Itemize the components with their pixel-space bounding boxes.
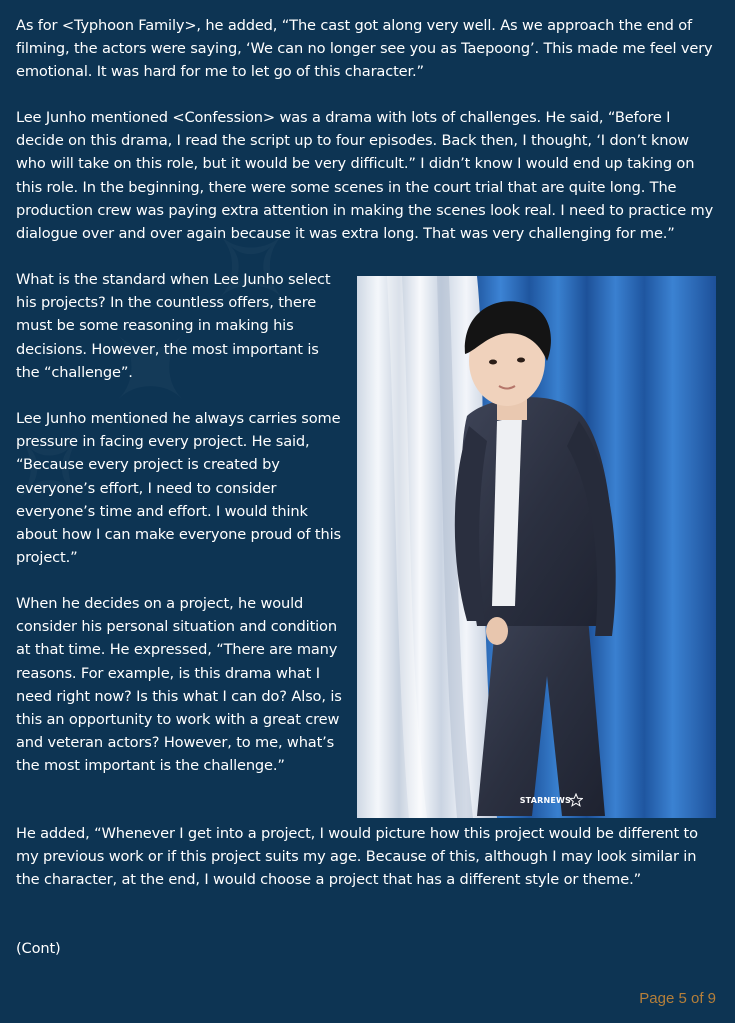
photo-credit: STARNEWS	[519, 796, 571, 805]
star-icon	[569, 793, 583, 807]
paragraph-decision-factors: When he decides on a project, he would consider his personal situation and condition at that time. He expressed, “There are many reasons. For example, is this drama what I need right now? Is this what I can do? Also, is this an opportunity to work with a great crew and veteran actors? However, to me, what’s the most important is the challenge.”	[16, 595, 342, 775]
paragraph-standard-question: What is the standard when Lee Junho select his projects? In the countless offers, there must be some reasoning in making his decisions. However, the most important is the “challenge”.	[16, 271, 331, 381]
paragraph-pressure: Lee Junho mentioned he always carries some pressure in facing every project. He said, “Because every project is created by everyone’s effort, I need to consider everyone’s time and effort. I would think about how I can make everyone proud of this project.”	[16, 410, 341, 567]
paragraph-new-style: He added, “Whenever I get into a project, I would picture how this project would be different to my previous work or if this project suits my age. Because of this, although I may look similar in the character, at the end, I would choose a project that has a different style or theme.”	[16, 825, 698, 889]
actor-photo-illustration	[357, 276, 716, 818]
paragraph-typhoon-family: As for <Typhoon Family>, he added, “The cast got along very well. As we approach the end of filming, the actors were saying, ‘We can no longer see you as Taepoong’. This made me feel very emotional. It was hard for me to let go of this character.”	[16, 17, 713, 81]
page-indicator: Page 5 of 9	[639, 990, 716, 1007]
paragraph-confession: Lee Junho mentioned <Confession> was a drama with lots of challenges. He said, “Before I decide on this drama, I read the script up to four episodes. Back then, I thought, ‘I don’t know who will take on this role, but it would be very difficult.” I didn’t know I would end up taking on this role. In the beginning, there were some scenes in the court trial that are quite long. The production crew was paying extra attention in making the scenes look real. I need to practice my dialogue over and over again because it was extra long. That was very challenging for me.”	[16, 109, 714, 243]
paragraph-continued: (Cont)	[16, 940, 61, 957]
actor-photo	[357, 276, 716, 818]
